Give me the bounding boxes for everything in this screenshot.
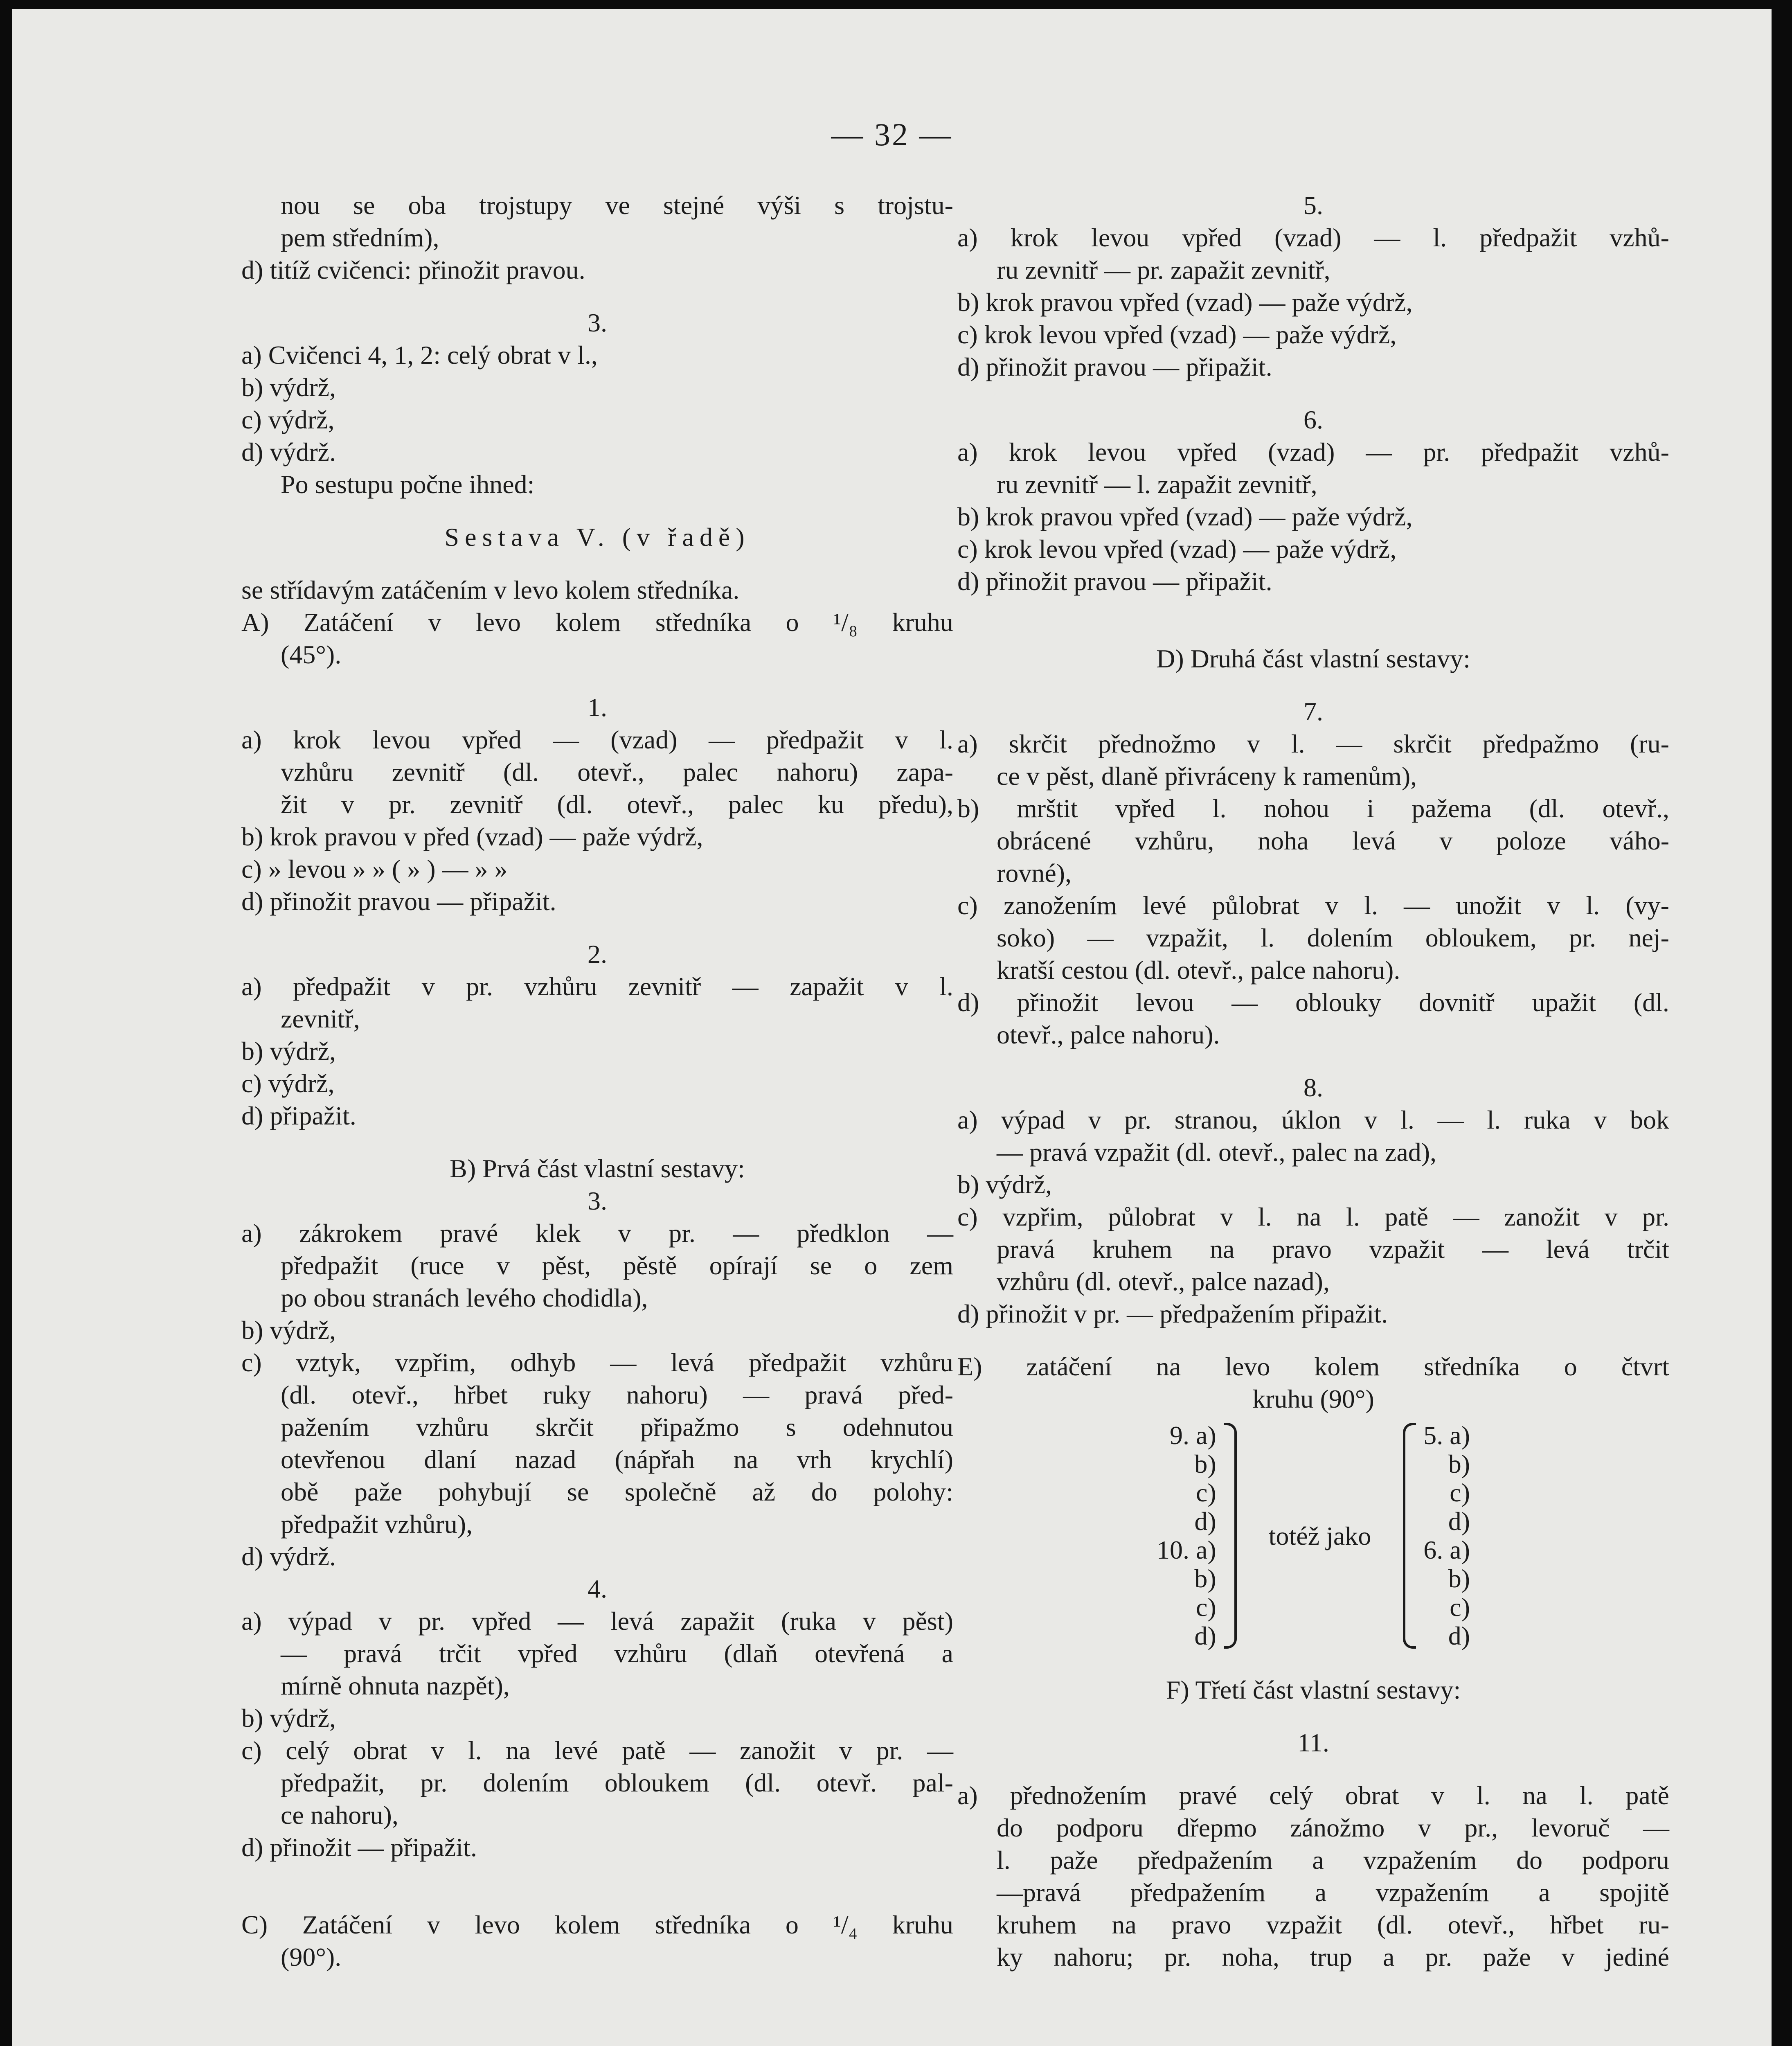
text-line: vzhůru (dl. otevř., palce nazad), <box>997 1267 1330 1296</box>
text-line: c) zanožením levé půlobrat v l. — unožit v l. (vy- <box>957 891 1669 920</box>
brace-right-list <box>1423 1421 1470 1650</box>
text-line: obě paže pohybují se společně až do polohy: <box>281 1477 953 1506</box>
brace-item: 6. a) <box>1423 1535 1470 1564</box>
text-line: soko) — vzpažit, l. dolením obloukem, pr. nej- <box>997 923 1669 952</box>
text-line: b) mrštit vpřed l. nohou i pažema (dl. otevř., <box>957 794 1669 823</box>
text-line: d) výdrž. <box>241 437 336 466</box>
text-line: b) výdrž, <box>957 1170 1052 1199</box>
exercise-number: 4. <box>588 1574 607 1603</box>
text-line: ky nahoru; pr. noha, trup a pr. paže v jediné <box>997 1942 1669 1972</box>
text-line: pažením vzhůru skrčit připažmo s odehnutou <box>281 1413 953 1442</box>
text-line: a) přednožením pravé celý obrat v l. na l. patě <box>957 1781 1669 1810</box>
text-line: a) výpad v pr. vpřed — levá zapažit (ruka v pěst) <box>241 1607 953 1636</box>
left-brace-icon <box>1403 1423 1416 1649</box>
brace-item: c) <box>1450 1478 1470 1507</box>
exercise-number: 3. <box>588 1186 607 1215</box>
brace-item: d) <box>1194 1507 1216 1536</box>
text-line: ce nahoru), <box>281 1800 398 1830</box>
text-line: zevnitř, <box>281 1004 360 1033</box>
text-line: po obou stranách levého chodidla), <box>281 1283 648 1312</box>
section-heading: C) Zatáčení v levo kolem středníka o ¹/₄ kruhu <box>241 1910 953 1939</box>
exercise-number: 2. <box>588 940 607 969</box>
text-line: do podporu dřepmo zánožmo v pr., levoruč — <box>997 1813 1669 1842</box>
left-column <box>241 189 953 1973</box>
text-line: žit v pr. zevnitř (dl. otevř., palec ku předu), <box>281 790 953 819</box>
text-line: ce v pěst, dlaně přivráceny k ramenům), <box>997 762 1417 791</box>
exercise-number: 6. <box>1303 405 1323 434</box>
text-line: kruhu (90°) <box>1252 1384 1374 1413</box>
brace-item: c) <box>1450 1593 1470 1622</box>
text-line: kratší cestou (dl. otevř., palce nahoru). <box>997 955 1400 985</box>
text-line: a) zákrokem pravé klek v pr. — předklon — <box>241 1219 953 1248</box>
text-line: d) přinožit — připažit. <box>241 1833 477 1862</box>
text-line: a) skrčit přednožmo v l. — skrčit předpažmo (ru- <box>957 729 1669 758</box>
brace-left-list <box>1157 1421 1216 1650</box>
text-line: otevř., palce nahoru). <box>997 1020 1220 1049</box>
text-line: nou se oba trojstupy ve stejné výši s trojstu- <box>281 191 953 220</box>
text-line: c) výdrž, <box>241 405 335 434</box>
brace-item: d) <box>1448 1507 1470 1536</box>
text-line: obrácené vzhůru, noha levá v poloze váho- <box>997 826 1669 855</box>
section-heading: Sestava V. (v řadě) <box>444 523 750 552</box>
brace-item: d) <box>1194 1621 1216 1650</box>
text-line: rovné), <box>997 859 1072 888</box>
brace-item: b) <box>1194 1449 1216 1478</box>
text-line: —pravá předpažením a vzpažením a spojitě <box>997 1878 1669 1907</box>
text-line: — pravá vzpažit (dl. otevř., palec na zad), <box>997 1138 1437 1167</box>
text-line: mírně ohnuta nazpět), <box>281 1671 510 1700</box>
text-line: ru zevnitř — l. zapažit zevnitř, <box>997 470 1317 499</box>
text-line: b) krok pravou v před (vzad) — paže výdrž, <box>241 822 703 851</box>
text-line: d) přinožit pravou — připažit. <box>957 567 1272 596</box>
scanned-page <box>12 9 1772 2046</box>
text-line: b) výdrž, <box>241 1316 336 1345</box>
text-line: a) krok levou vpřed (vzad) — pr. předpažit vzhů- <box>957 437 1669 466</box>
text-line: předpažit vzhůru), <box>281 1510 473 1539</box>
exercise-number: 3. <box>588 308 607 337</box>
text-line: c) výdrž, <box>241 1069 335 1098</box>
section-heading: E) zatáčení na levo kolem středníka o čtvrt <box>957 1352 1669 1381</box>
text-line: c) vztyk, vzpřim, odhyb — levá předpažit vzhůru <box>241 1348 953 1377</box>
text-line: d) přinožit pravou — připažit. <box>957 352 1272 381</box>
text-line: c) » levou » » ( » ) — » » <box>241 854 508 883</box>
brace-table <box>957 1418 1669 1653</box>
text-line: předpažit (ruce v pěst, pěstě opírají se o zem <box>281 1251 953 1280</box>
text-line: (dl. otevř., hřbet ruky nahoru) — pravá před- <box>281 1380 953 1409</box>
right-column <box>957 189 1669 1973</box>
text-line: se střídavým zatáčením v levo kolem středníka. <box>241 575 740 604</box>
brace-item: 10. a) <box>1157 1535 1216 1564</box>
exercise-number: 1. <box>588 693 607 722</box>
text-line: c) krok levou vpřed (vzad) — paže výdrž, <box>957 320 1397 349</box>
brace-middle-text: totéž jako <box>1268 1521 1371 1550</box>
section-heading: B) Prvá část vlastní sestavy: <box>450 1154 745 1183</box>
text-line: pem středním), <box>281 223 439 252</box>
exercise-number: 8. <box>1303 1073 1323 1102</box>
text-line: b) výdrž, <box>241 1703 336 1733</box>
text-line: vzhůru zevnitř (dl. otevř., palec nahoru) zapa- <box>281 757 953 786</box>
brace-item: c) <box>1196 1593 1216 1622</box>
text-line: a) krok levou vpřed (vzad) — l. předpažit vzhů- <box>957 223 1669 252</box>
brace-item: b) <box>1448 1564 1470 1593</box>
text-line: c) krok levou vpřed (vzad) — paže výdrž, <box>957 534 1397 563</box>
exercise-number: 7. <box>1303 697 1323 726</box>
text-line: d) přinožit pravou — připažit. <box>241 887 556 916</box>
brace-item: b) <box>1194 1564 1216 1593</box>
brace-item: c) <box>1196 1478 1216 1507</box>
text-line: pravá kruhem na pravo vzpažit — levá trčit <box>997 1235 1669 1264</box>
text-line: ru zevnitř — pr. zapažit zevnitř, <box>997 255 1330 284</box>
text-line: předpažit, pr. dolením obloukem (dl. otevř. pal- <box>281 1768 953 1797</box>
brace-item: d) <box>1448 1621 1470 1650</box>
text-line: d) titíž cvičenci: přinožit pravou. <box>241 255 585 284</box>
text-line: b) krok pravou vpřed (vzad) — paže výdrž, <box>957 288 1413 317</box>
text-line: otevřenou dlaní nazad (nápřah na vrh krychlí) <box>281 1445 953 1474</box>
text-line: a) Cvičenci 4, 1, 2: celý obrat v l., <box>241 340 598 370</box>
text-line: c) vzpřim, půlobrat v l. na l. patě — zanožit v pr. <box>957 1202 1669 1231</box>
brace-item: 9. a) <box>1170 1421 1216 1450</box>
exercise-number: 5. <box>1303 191 1323 220</box>
text-line: — pravá trčit vpřed vzhůru (dlaň otevřená a <box>281 1639 953 1668</box>
text-line: b) výdrž, <box>241 373 336 402</box>
text-line: d) přinožit v pr. — předpažením připažit. <box>957 1299 1388 1328</box>
right-brace-icon <box>1224 1423 1237 1649</box>
page-number: — 32 — <box>831 117 953 152</box>
text-line: a) krok levou vpřed — (vzad) — předpažit v l. <box>241 725 953 754</box>
text-line: d) výdrž. <box>241 1542 336 1571</box>
text-line: (90°). <box>281 1942 342 1972</box>
text-line: b) krok pravou vpřed (vzad) — paže výdrž, <box>957 502 1413 531</box>
exercise-number: 11. <box>1297 1728 1329 1757</box>
text-line: d) přinožit levou — oblouky dovnitř upažit (dl. <box>957 988 1669 1017</box>
text-line: (45°). <box>281 640 342 669</box>
brace-item: 5. a) <box>1423 1421 1470 1450</box>
text-line: kruhem na pravo vzpažit (dl. otevř., hřbet ru- <box>997 1910 1669 1939</box>
text-line: l. paže předpažením a vzpažením do podporu <box>997 1845 1669 1875</box>
section-heading: A) Zatáčení v levo kolem středníka o ¹/₈ kruhu <box>241 608 953 637</box>
text-line: c) celý obrat v l. na levé patě — zanožit v pr. — <box>241 1736 953 1765</box>
text-line: b) výdrž, <box>241 1037 336 1066</box>
section-heading: D) Druhá část vlastní sestavy: <box>1156 644 1470 673</box>
text-line: a) předpažit v pr. vzhůru zevnitř — zapažit v l. <box>241 972 953 1001</box>
brace-item: b) <box>1448 1449 1470 1478</box>
text-line: a) výpad v pr. stranou, úklon v l. — l. ruka v bok <box>957 1105 1669 1134</box>
section-heading: F) Třetí část vlastní sestavy: <box>1166 1675 1461 1704</box>
text-line: Po sestupu počne ihned: <box>281 470 535 499</box>
text-line: d) připažit. <box>241 1101 356 1130</box>
